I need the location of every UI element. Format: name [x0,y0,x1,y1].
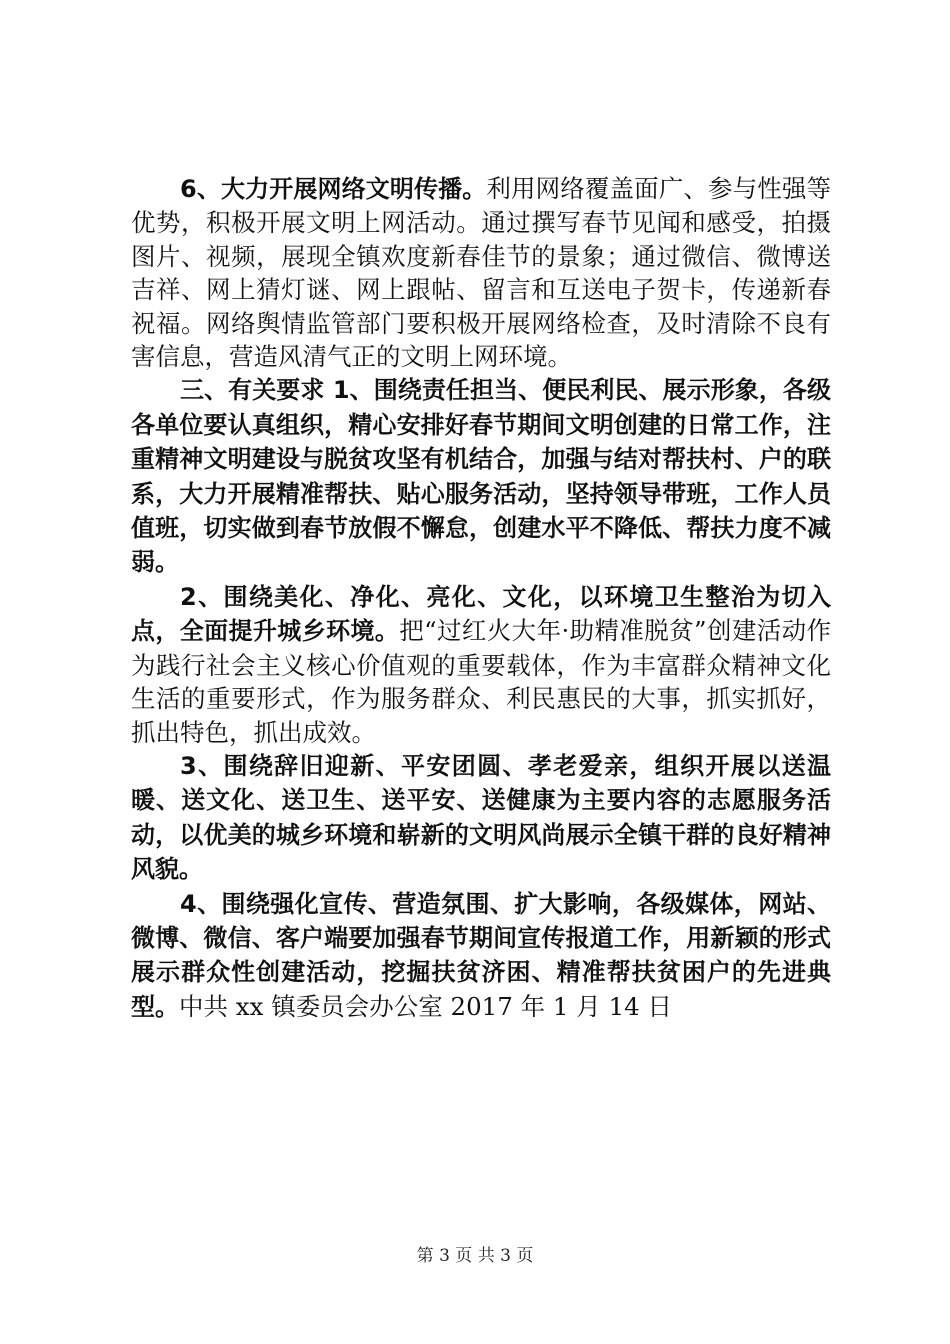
document-body [131,172,831,1024]
paragraph-network-civilization [131,172,831,373]
paragraph-requirements-4 [131,887,831,1025]
page-number-footer: 第 3 页 共 3 页 [416,1246,534,1266]
paragraph-text: 把“过红火大年·助精准脱贫”创建活动作为践行社会主义核心价值观的重要载体，作为丰富群众精神文化生活的重要形式，作为服务群众、利民惠民的大事，抓实抓好，抓出特色，抓出成效。 [131,616,831,747]
paragraph-requirements-1 [131,373,831,579]
signature-and-date: 中共 xx 镇委员会办公室 2017 年 1 月 14 日 [179,991,673,1021]
paragraph-heading: 4、围绕强化宣传、营造氛围、扩大影响，各级媒体，网站、微博、微信、客户端要加强春节期间宣传报道工作，用新颖的形式展示群众性创建活动，挖掘扶贫济困、精准帮扶贫困户的先进典型。 [131,889,831,1021]
paragraph-heading: 6、大力开展网络文明传播。 [180,175,487,203]
paragraph-heading: 三、有关要求 1、围绕责任担当、便民利民、展示形象，各级各单位要认真组织，精心安排好春节期间文明创建的日常工作，注重精神文明建设与脱贫攻坚有机结合，加强与结对帮扶村、户的联系，大力开展精准帮扶、贴心服务活动，坚持领导带班，工作人员值班，切实做到春节放假不懈怠，创建水平不降低、帮扶力度不减弱。 [131,376,831,577]
paragraph-requirements-3 [131,749,831,887]
paragraph-heading: 2、围绕美化、净化、亮化、文化，以环境卫生整治为切入点，全面提升城乡环境。 [131,582,831,646]
paragraph-text: 利用网络覆盖面广、参与性强等优势，积极开展文明上网活动。通过撰写春节见闻和感受，拍摄图片、视频，展现全镇欢度新春佳节的景象；通过微信、微博送吉祥、网上猜灯谜、网上跟帖、留言和互送电子贺卡，传递新春祝福。网络舆情监管部门要积极开展网络检查，及时清除不良有害信息，营造风清气正的文明上网环境。 [131,174,832,372]
paragraph-heading: 3、围绕辞旧迎新、平安团圆、孝老爱亲，组织开展以送温暖、送文化、送卫生、送平安、送健康为主要内容的志愿服务活动，以优美的城乡环境和崭新的文明风尚展示全镇干群的良好精神风貌。 [131,751,831,884]
paragraph-requirements-2 [131,580,831,749]
